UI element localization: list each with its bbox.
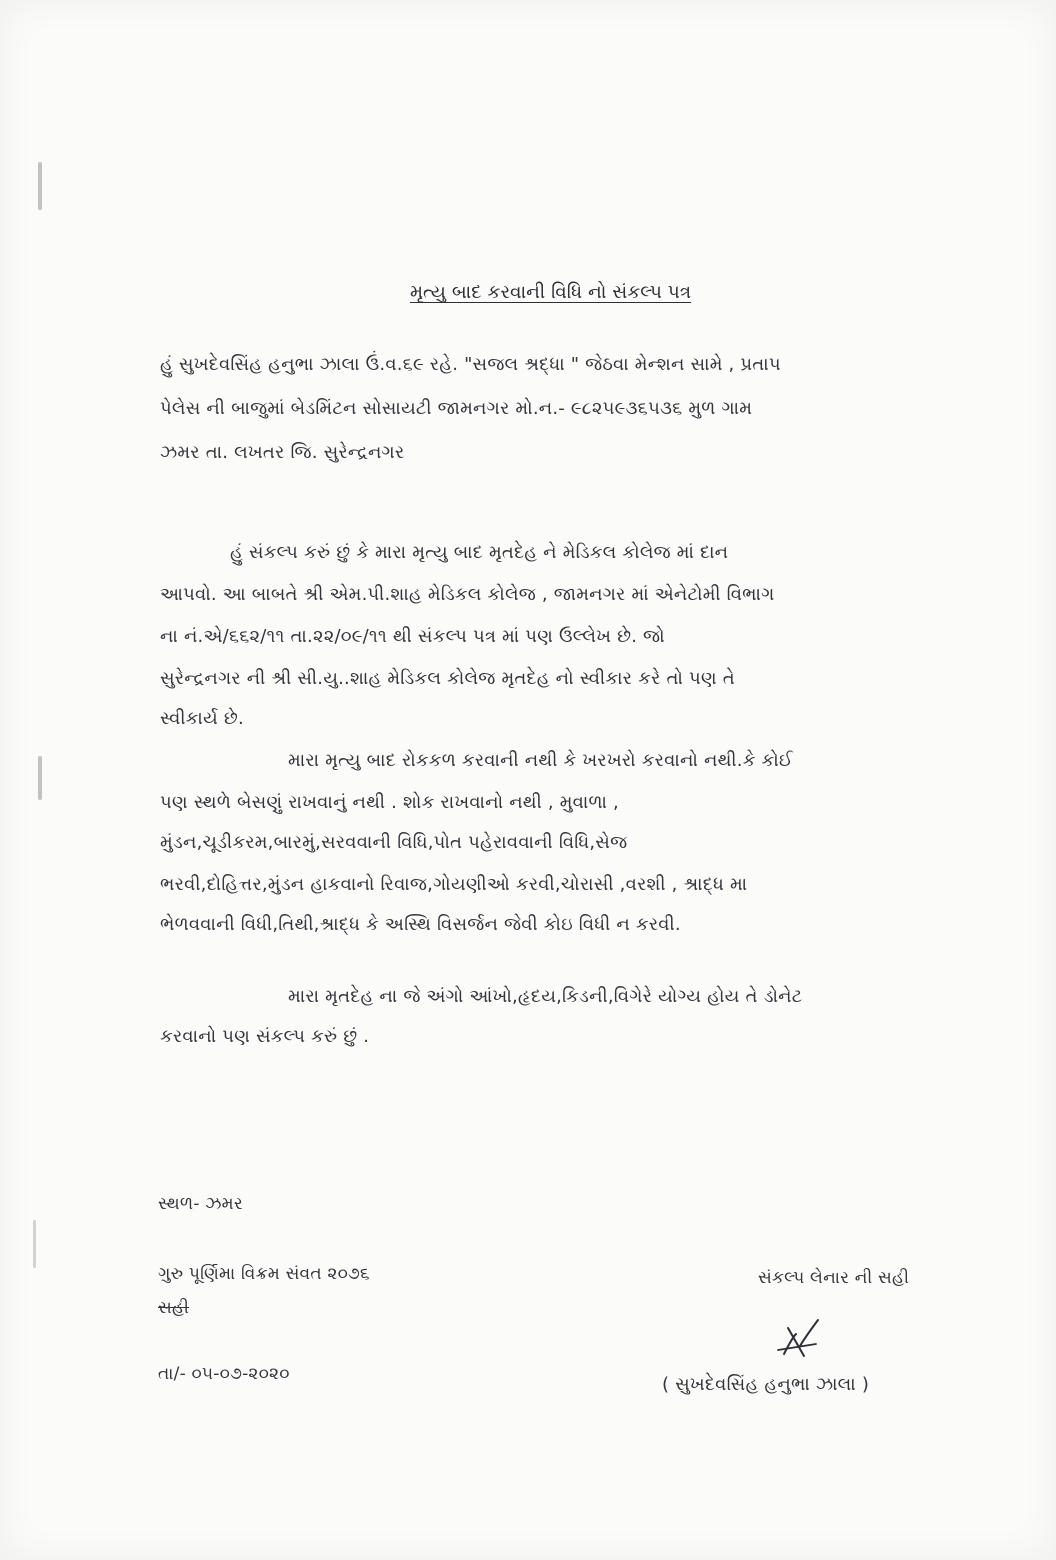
rites-line: ભરવી,દોહિત્તર,મુંડન હાકવાનો રિવાજ,ગોયણીઓ કરવી,ચોરાસી ,વરશી , શ્રાદ્ધ મા <box>160 874 748 895</box>
rites-line: પણ સ્થળે બેસણું રાખવાનું નથી . શોક રાખવાનો નથી , મુવાળા , <box>160 792 619 813</box>
binder-hole-mark <box>33 1220 36 1268</box>
binder-hole-mark <box>38 756 42 800</box>
pledge-line: ના નં.એ/૬૬૨/૧૧ તા.૨૨/૦૯/૧૧ થી સંકલ્પ પત્ર માં પણ ઉલ્લેખ છે. જો <box>160 626 665 647</box>
intro-line: પેલેસ ની બાજુમાં બેડમિંટન સોસાયટી જામનગર મો.ન.- ૯૮૨૫૯૩૬૫૩૬ મુળ ગામ <box>160 398 753 419</box>
intro-line: હું સુખદેવસિંહ હનુભા ઝાલા ઉં.વ.૬૯ રહે. "સજલ શ્રદ્ધા " જેઠવા મેન્શન સામે , પ્રતાપ <box>160 354 781 375</box>
signer-label: સંકલ્પ લેનાર ની સહી <box>758 1268 910 1288</box>
binder-hole-mark <box>38 162 42 210</box>
date-label: તા/- ૦૫-૦૭-૨૦૨૦ <box>158 1364 290 1384</box>
pledge-line: સુરેન્દ્રનગર ની શ્રી સી.યુ..શાહ મેડિકલ કોલેજ મૃતદેહ નો સ્વીકાર કરે તો પણ તે <box>160 668 735 689</box>
organ-donation-line: કરવાનો પણ સંકલ્પ કરું છું . <box>160 1026 370 1047</box>
pledge-line: સ્વીકાર્ય છે. <box>160 708 244 729</box>
signature-mark <box>770 1316 830 1366</box>
pledge-line: આપવો. આ બાબતે શ્રી એમ.પી.શાહ મેડિકલ કોલેજ , જામનગર માં એનેટોમી વિભાગ <box>160 584 775 605</box>
intro-line: ઝમર તા. લખતર જિ. સુરેન્દ્રનગર <box>160 442 405 463</box>
rites-line: મારા મૃત્યુ બાદ રોકકળ કરવાની નથી કે ખરખરો કરવાનો નથી.કે કોઈ <box>288 750 794 771</box>
place-label: સ્થળ- ઝમર <box>158 1194 243 1214</box>
rites-line: ભેળવવાની વિધી,તિથી,શ્રાદ્ધ કે અસ્થિ વિસર્જન જેવી કોઇ વિધી ન કરવી. <box>160 914 681 935</box>
date-vikram: ગુરુ પૂર્ણિમા વિક્રમ સંવત ૨૦૭૬ <box>158 1264 370 1284</box>
rites-line: મુંડન,ચૂડીકરમ,બારમું,સરવવાની વિધિ,પોત પહેરાવવાની વિધિ,સેજ <box>160 832 628 853</box>
signer-name: ( સુખદેવસિંહ હનુભા ઝાલા ) <box>662 1374 870 1395</box>
organ-donation-line: મારા મૃતદેહ ના જે અંગો આંખો,હૃદય,કિડની,વિગેરે યોગ્ય હોય તે ડોનેટ <box>288 986 803 1007</box>
struck-signature-label: સહી <box>158 1298 190 1318</box>
document-title: મૃત્યુ બાદ કરવાની વિધિ નો સંકલ્પ પત્ર <box>410 282 692 303</box>
pledge-line: હું સંકલ્પ કરું છું કે મારા મૃત્યુ બાદ મૃતદેહ ને મેડિકલ કોલેજ માં દાન <box>230 542 729 563</box>
